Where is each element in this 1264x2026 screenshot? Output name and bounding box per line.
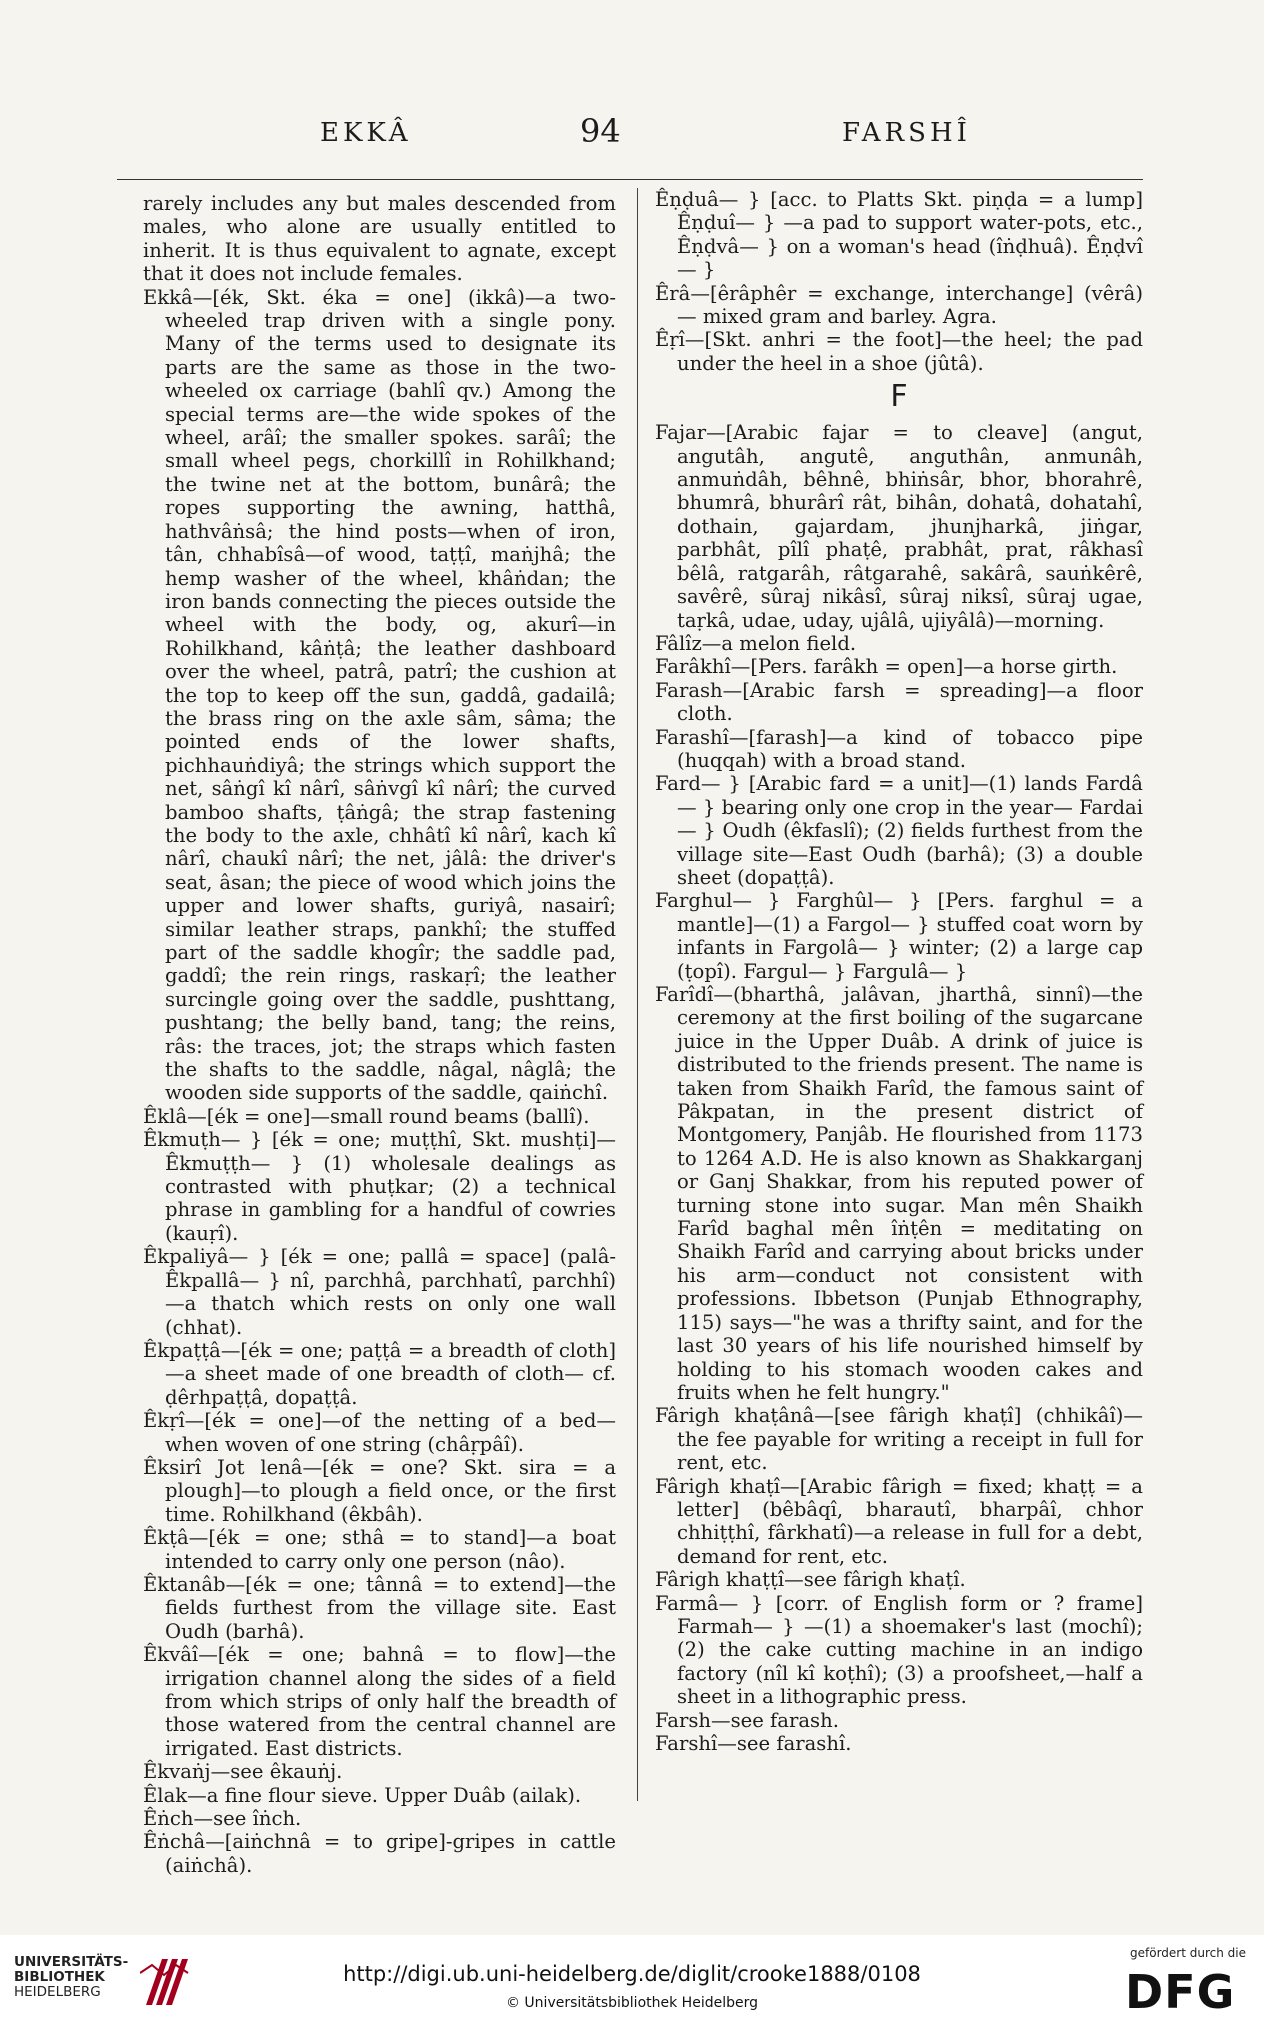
dictionary-entry: Farmâ— } [corr. of English form or ? frame] Farmah— } —(1) a shoemaker's last (mochî); (2) the cake cutting machine in an indigo factory (nîl kî koṭhî); (3) a proofsheet,—half a sheet in a lithographic press. — [655, 1591, 1143, 1709]
dictionary-entry: Êksirî Jot lenâ—[ék = one? Skt. sira = a plough]—to plough a field once, or the first time. Rohilkhand (êkbâh). — [143, 1455, 616, 1526]
dictionary-entry: Êkvaṅj—see êkauṅj. — [143, 1760, 343, 1784]
dictionary-entry: Êklâ—[ék = one]—small round beams (ballî). — [143, 1104, 590, 1128]
header-rule — [117, 179, 1143, 180]
dictionary-entry: Farsh—see farash. — [655, 1708, 839, 1732]
section-letter: F — [890, 379, 908, 415]
library-name-line1: UNIVERSITÄTS- — [14, 1954, 129, 1970]
dictionary-entry: Fard— } [Arabic fard = a unit]—(1) lands Fardâ— } bearing only one crop in the year— Fardai— } Oudh (êkfaslî); (2) fields furthest from the village site—East Oudh (barhâ); (3) a double sheet (dopaṭṭâ). — [655, 772, 1143, 889]
dictionary-entry: Êṅch—see îṅch. — [143, 1807, 302, 1831]
dictionary-entry: Farâkhî—[Pers. farâkh = open]—a horse girth. — [655, 655, 1118, 679]
library-name-line2: BIBLIOTHEK — [14, 1969, 105, 1985]
dictionary-entry: Êlak—a fine flour sieve. Upper Duâb (ailak). — [143, 1783, 582, 1807]
column-divider — [637, 188, 638, 1801]
right-column — [655, 188, 1143, 1755]
dictionary-entry: Êṇḍuâ— } [acc. to Platts Skt. piṇḍa = a lump] Êṇḍuî— } —a pad to support water-pots, etc., Êṇḍvâ— } on a woman's head (îṅḍhuâ). Êṇḍvî— } — [655, 188, 1143, 282]
dictionary-entry: Fajar—[Arabic fajar = to cleave] (angut, angutâh, angutê, anguthân, anmunâh, anmuṅdâh, bêhnê, bhiṅsâr, bhor, bhorahrê, bhumrâ, bhurârî rât, bihân, dohatâ, dohatahî, dothain, gajardam, jhunjharkâ, jiṅgar, parbhât, pîlî phaṭê, prabhât, prat, râkhasî bêlâ, ratgarâh, râtgarahê, sakârâ, sauṅkêrê, savêrê, sûraj nikâsî, sûraj niksî, sûraj ugae, taṛkâ, udae, uday, ujâlâ, ujiyâlâ)—morning. — [655, 421, 1143, 632]
dictionary-entry: Êkmuṭh— } [ék = one; muṭṭhî, Skt. mushṭi]— Êkmuṭṭh— } (1) wholesale dealings as contrasted with phuṭkar; (2) a technical phrase in gambling for a handful of cowries (kauṛî). — [143, 1128, 616, 1245]
dictionary-entry: Farashî—[farash]—a kind of tobacco pipe (huqqah) with a broad stand. — [655, 725, 1143, 772]
dictionary-entry: rarely includes any but males descended from males, who alone are usually entitled to inherit. It is thus equivalent to agnate, except that it does not include females. — [143, 192, 616, 286]
dictionary-entry: Ekkâ—[ék, Skt. éka = one] (ikkâ)—a two-wheeled trap driven with a single pony. Many of the terms used to designate its parts are the same as those in the two-wheeled ox carriage (bahlî qv.) Among the special terms are—the wide spokes of the wheel, arâî; the smaller spokes. sarâî; the small wheel pegs, chorkillî in Rohilkhand; the twine net at the bottom, bunârâ; the ropes supporting the awning, hatthâ, hathvâṅsâ; the hind posts—when of iron, tân, chhabîsâ—of wood, taṭṭî, maṅjhâ; the hemp washer of the wheel, khâṅdan; the iron bands connecting the pieces outside the wheel with the body, og, akurî—in Rohilkhand, kâṅṭâ; the leather dashboard over the wheel, patrâ, patrî; the cushion at the top to keep off the sun, gaddâ, gadailâ; the brass ring on the axle sâm, sâma; the pointed ends of the lower shafts, pichhauṅdiyâ; the strings which support the net, sâṅgî kî nârî, sâṅvgî kî nârî; the curved bamboo shafts, ṭâṅgâ; the strap fastening the body to the axle, chhâtî kî nârî, kach kî nârî, chaukî nârî; the net, jâlâ: the driver's seat, âsan; the piece of wood which joins the upper and lower shafts, guriyâ, nasairî; similar leather straps, pankhî; the stuffed part of the saddle khogîr; the saddle pad, gaddî; the rein rings, raskaṛî; the leather surcingle going over the saddle, pushttang, pushtang; the belly band, tang; the reins, râs: the traces, jot; the straps which fasten the shafts to the saddle, nâgal, nâglâ; the wooden side supports of the saddle, qaiṅchî. — [143, 285, 616, 1105]
library-name-line3: HEIDELBERG — [14, 1984, 101, 2000]
dictionary-entry: Farghul— } Farghûl— } [Pers. farghul = a mantle]—(1) a Fargol— } stuffed coat worn by infants in Fargolâ— } winter; (2) a large cap (ṭopî). Fargul— } Fargulâ— } — [655, 889, 1143, 983]
copyright-notice: © Universitätsbibliothek Heidelberg — [505, 1995, 758, 2011]
funded-by-label: gefördert durch die — [1130, 1946, 1246, 1960]
right-column-entries-f — [655, 421, 1143, 1755]
dictionary-entry: Êktanâb—[ék = one; tânnâ = to extend]—the fields furthest from the village site. East Oudh (barhâ). — [143, 1572, 616, 1643]
dfg-logo: DFG — [1125, 1965, 1236, 2019]
dictionary-entry: Êkpaṭṭâ—[ék = one; paṭṭâ = a breadth of cloth]—a sheet made of one breadth of cloth— cf. ḍêrhpaṭṭâ, dopaṭṭâ. — [143, 1338, 616, 1409]
page-header — [110, 112, 1140, 158]
digital-copy-link[interactable]: http://digi.ub.uni-heidelberg.de/diglit/crooke1888/0108 — [343, 1962, 921, 1986]
right-column-entries-e — [655, 188, 1143, 375]
left-column — [143, 192, 616, 1877]
running-head-left: EKKÂ — [320, 118, 412, 148]
dictionary-entry: Farîdî—(bharthâ, jalâvan, jharthâ, sinnî)—the ceremony at the first boiling of the sugarcane juice in the Upper Duâb. A drink of juice is distributed to the friends present. The name is taken from Shaikh Farîd, the famous saint of Pâkpatan, in the present district of Montgomery, Panjâb. He flourished from 1173 to 1264 A.D. He is also known as Shakkarganj or Ganj Shakkar, from his reputed power of turning stone into sugar. Man mên Shaikh Farîd baghal mên îṅṭên = meditating on Shaikh Farîd and carrying about bricks under his arm—conduct not consistent with professions. Ibbetson (Punjab Ethnography, 115) says—"he was a thrifty saint, and for the last 30 years of his life nourished himself by holding to his stomach wooden cakes and fruits when he felt hungry." — [655, 983, 1143, 1404]
footer — [0, 1935, 1264, 2026]
dictionary-entry: Fârigh khaṭânâ—[see fârigh khaṭî] (chhikâî)— the fee payable for writing a receipt in full for rent, etc. — [655, 1404, 1143, 1475]
dictionary-entry: Êkvâî—[ék = one; bahnâ = to flow]—the irrigation channel along the sides of a field from which strips of only half the breadth of those watered from the central channel are irrigated. East districts. — [143, 1643, 616, 1760]
dictionary-entry: Fâlîz—a melon field. — [655, 631, 857, 655]
page-number: 94 — [580, 112, 621, 150]
dictionary-entry: Fârigh khaṭî—[Arabic fârigh = fixed; khaṭṭ = a letter] (bêbâqî, bharautî, bharpâî, chhor chhiṭṭhî, fârkhatî)—a release in full for a debt, demand for rent, etc. — [655, 1474, 1143, 1568]
dictionary-entry: Fârigh khaṭṭî—see fârigh khaṭî. — [655, 1568, 966, 1592]
dictionary-entry: Êkṛî—[ék = one]—of the netting of a bed— when woven of one string (châṛpâî). — [143, 1409, 616, 1456]
dictionary-entry: Êkpaliyâ— } [ék = one; pallâ = space] (palâ- Êkpallâ— } nî, parchhâ, parchhatî, parchhî) —a thatch which rests on only one wall (chhat). — [143, 1245, 616, 1339]
dictionary-entry: Êrâ—[êrâphêr = exchange, interchange] (vêrâ)— mixed gram and barley. Agra. — [655, 281, 1143, 329]
dictionary-entry: Êṅchâ—[aiṅchnâ = to gripe]-gripes in cattle (aiṅchâ). — [143, 1830, 616, 1877]
dictionary-entry: Êkṭâ—[ék = one; sthâ = to stand]—a boat intended to carry only one person (nâo). — [143, 1526, 616, 1573]
dictionary-entry: Farshî—see farashî. — [655, 1732, 852, 1755]
running-head-right: FARSHÎ — [842, 118, 971, 148]
dictionary-entry: Êṛî—[Skt. anhri = the foot]—the heel; the pad under the heel in a shoe (jûtâ). — [655, 328, 1143, 375]
dictionary-entry: Farash—[Arabic farsh = spreading]—a floor cloth. — [655, 678, 1143, 726]
